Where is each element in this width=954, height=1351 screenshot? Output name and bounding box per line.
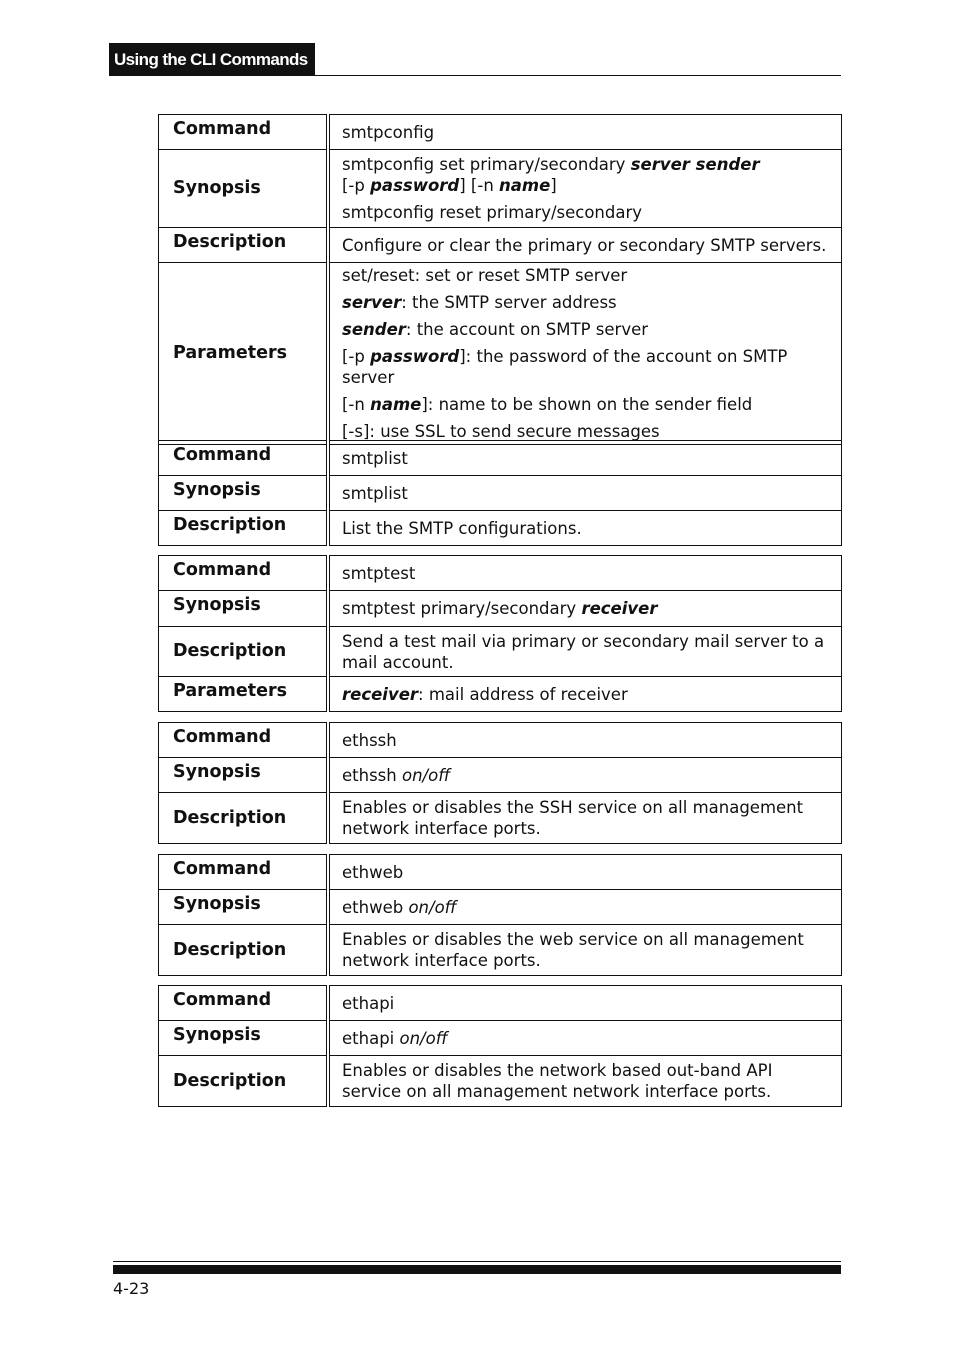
description-label: Description <box>159 228 329 263</box>
parameter-item <box>342 292 833 313</box>
parameter-text: [-n <box>342 395 371 414</box>
description-value: Enables or disables the web service on all management network interface ports. <box>328 925 842 976</box>
parameter-text: : the account on SMTP server <box>405 320 649 339</box>
synopsis-value <box>328 890 842 925</box>
parameter-item: [-s]: use SSL to send secure messages <box>342 422 660 441</box>
synopsis-arg: on/off <box>408 897 457 917</box>
synopsis-text: ] <box>550 176 557 195</box>
parameters-value <box>328 263 842 445</box>
description-label: Description <box>159 793 329 844</box>
parameter-key: server <box>342 293 402 312</box>
synopsis-text: ethssh <box>342 765 402 785</box>
description-value: List the SMTP configurations. <box>328 511 842 546</box>
parameters-label: Parameters <box>159 263 329 445</box>
command-value: smtptest <box>328 556 842 591</box>
parameter-item <box>342 319 833 340</box>
parameter-text: ]: name to be shown on the sender field <box>421 395 753 414</box>
command-table-ethssh <box>158 722 842 844</box>
synopsis-label: Synopsis <box>159 758 329 793</box>
synopsis-arg: on/off <box>399 1028 448 1048</box>
synopsis-label: Synopsis <box>159 476 329 511</box>
synopsis-label: Synopsis <box>159 150 329 228</box>
synopsis-label: Synopsis <box>159 890 329 925</box>
command-value: smtplist <box>328 441 842 476</box>
parameters-row <box>159 677 842 712</box>
synopsis-value <box>328 591 842 627</box>
description-value: Configure or clear the primary or secondary SMTP servers. <box>328 228 842 263</box>
command-row <box>159 115 842 150</box>
synopsis-row <box>159 150 842 228</box>
synopsis-row <box>159 476 842 511</box>
synopsis-arg: password <box>370 176 460 195</box>
command-table-smtplist <box>158 440 842 546</box>
parameter-text: [-p <box>342 347 371 366</box>
description-row <box>159 627 842 677</box>
description-value: Enables or disables the SSH service on all management network interface ports. <box>328 793 842 844</box>
command-label: Command <box>159 855 329 890</box>
synopsis-row <box>159 890 842 925</box>
synopsis-text: [-p <box>342 176 371 195</box>
parameter-key: receiver <box>342 684 419 704</box>
description-row <box>159 925 842 976</box>
section-header-tab <box>109 43 315 76</box>
synopsis-value <box>328 1021 842 1056</box>
command-row <box>159 986 842 1021</box>
command-table-smtptest <box>158 555 842 712</box>
parameter-text: : the SMTP server address <box>401 293 617 312</box>
synopsis-text: smtptest primary/secondary <box>342 599 582 618</box>
synopsis-row <box>159 1021 842 1056</box>
synopsis-text: ethweb <box>342 897 409 917</box>
synopsis-text: smtpconfig set primary/secondary <box>342 155 631 174</box>
command-table-ethapi <box>158 985 842 1107</box>
synopsis-text: smtpconfig reset primary/secondary <box>342 203 643 222</box>
parameter-item <box>342 346 833 388</box>
synopsis-label: Synopsis <box>159 1021 329 1056</box>
synopsis-arg: name <box>499 176 551 195</box>
synopsis-row <box>159 591 842 627</box>
description-label: Description <box>159 1056 329 1107</box>
parameter-key: sender <box>342 320 406 339</box>
command-value: ethapi <box>328 986 842 1021</box>
synopsis-text: ethapi <box>342 1028 400 1048</box>
description-label: Description <box>159 627 329 677</box>
command-table-ethweb <box>158 854 842 976</box>
description-row <box>159 793 842 844</box>
command-value: smtpconfig <box>328 115 842 150</box>
command-label: Command <box>159 115 329 150</box>
parameter-item: set/reset: set or reset SMTP server <box>342 266 628 285</box>
synopsis-value <box>328 150 842 228</box>
parameter-text: : mail address of receiver <box>418 684 628 704</box>
parameters-value <box>328 677 842 712</box>
page-number: 4-23 <box>113 1279 150 1298</box>
parameter-key: name <box>370 395 422 414</box>
command-label: Command <box>159 441 329 476</box>
synopsis-text: ] [-n <box>459 176 500 195</box>
description-label: Description <box>159 511 329 546</box>
command-row <box>159 556 842 591</box>
footer-divider-thick <box>113 1265 841 1274</box>
command-label: Command <box>159 556 329 591</box>
parameters-row <box>159 263 842 445</box>
command-row <box>159 441 842 476</box>
parameter-item <box>342 394 833 415</box>
command-value: ethssh <box>328 723 842 758</box>
description-row <box>159 1056 842 1107</box>
parameters-label: Parameters <box>159 677 329 712</box>
command-label: Command <box>159 986 329 1021</box>
parameter-text: ]: the password of the account on SMTP server <box>342 347 788 387</box>
command-row <box>159 855 842 890</box>
command-label: Command <box>159 723 329 758</box>
synopsis-value: smtplist <box>328 476 842 511</box>
command-table-smtpconfig <box>158 114 842 445</box>
description-label: Description <box>159 925 329 976</box>
command-row <box>159 723 842 758</box>
description-value: Send a test mail via primary or secondary mail server to a mail account. <box>328 627 842 677</box>
header-divider <box>109 75 841 76</box>
synopsis-arg: receiver <box>581 599 658 618</box>
synopsis-arg: on/off <box>401 765 451 785</box>
command-value: ethweb <box>328 855 842 890</box>
description-row <box>159 228 842 263</box>
footer-divider-thin <box>113 1261 841 1262</box>
description-value: Enables or disables the network based out-band API service on all management network interface ports. <box>328 1056 842 1107</box>
description-row <box>159 511 842 546</box>
parameter-key: password <box>370 347 460 366</box>
synopsis-args: server sender <box>630 155 760 174</box>
section-title: Using the CLI Commands <box>114 49 308 69</box>
synopsis-value <box>328 758 842 793</box>
synopsis-row <box>159 758 842 793</box>
synopsis-label: Synopsis <box>159 591 329 627</box>
